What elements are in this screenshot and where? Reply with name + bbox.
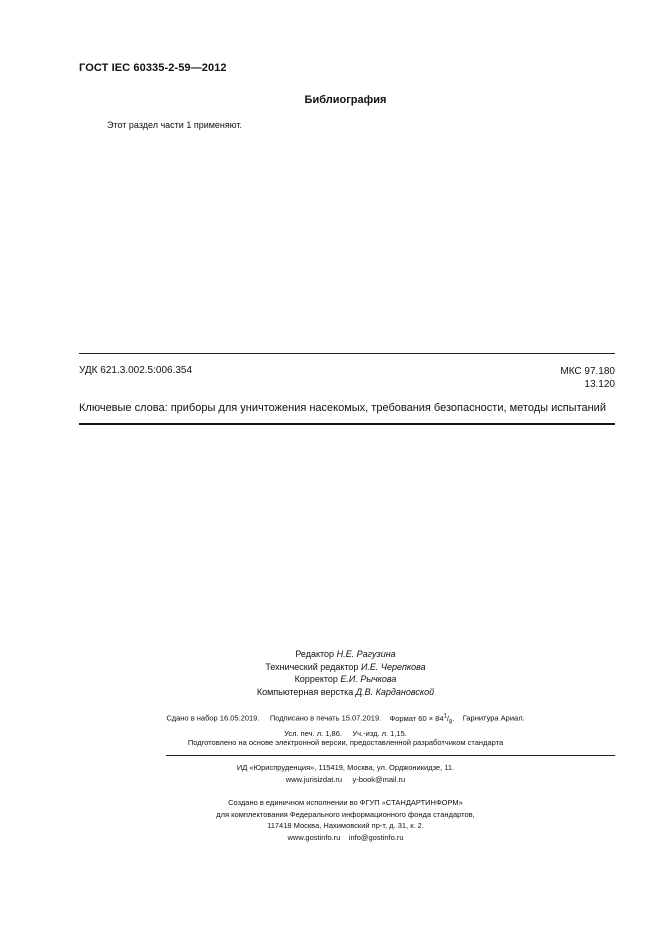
credit-tech-editor <box>0 661 661 674</box>
publisher-contacts <box>0 774 661 786</box>
imprint-line-1 <box>0 710 661 728</box>
credit-editor <box>0 648 661 661</box>
mks-line-2: 13.120 <box>584 379 615 390</box>
printer-site[interactable]: www.gostinfo.ru <box>287 832 341 842</box>
credit-name: И.Е. Черепкова <box>360 661 426 672</box>
imprint-pub-sheets: Уч.-изд. л. 1,15. <box>352 729 407 738</box>
credit-proofreader <box>0 673 661 686</box>
format-sup: 1 <box>443 713 447 719</box>
keywords-divider <box>79 423 615 425</box>
publisher-address: ИД «Юриспруденция», 115419, Москва, ул. Орджоникидзе, 11. <box>236 763 455 772</box>
printer-line-1: Создано в единичном исполнении во ФГУП «СТАНДАРТИНФОРМ» <box>228 798 463 807</box>
section-text: Этот раздел части 1 применяют. <box>107 120 242 130</box>
format-prefix: Формат 60 × 84 <box>389 713 444 723</box>
format-slash: / <box>446 713 449 723</box>
udk-code: УДК 621.3.002.5:006.354 <box>79 365 193 376</box>
keywords: Ключевые слова: приборы для уничтожения насекомых, требования безопасности, методы испытаний <box>79 402 606 414</box>
imprint-typeface: Гарнитура Ариал. <box>462 713 525 723</box>
imprint-format <box>390 714 455 723</box>
credit-role: Технический редактор <box>265 661 359 672</box>
section-title: Библиография <box>304 94 387 106</box>
printer-line-2: для комплектования Федерального информационного фонда стандартов, <box>216 809 475 819</box>
mks-code <box>560 365 615 391</box>
credit-role: Компьютерная верстка <box>256 686 354 697</box>
document-code: ГОСТ IEC 60335-2-59—2012 <box>79 62 227 74</box>
credit-role: Редактор <box>295 649 335 659</box>
printer-block <box>0 797 661 843</box>
top-divider <box>79 353 615 354</box>
printer-line-3: 117418 Москва, Нахимовский пр-т, д. 31, к. 2. <box>267 821 424 830</box>
credit-name: Н.Е. Рагузина <box>336 649 396 659</box>
imprint-sheets: Усл. печ. л. 1,86. <box>284 729 342 738</box>
publisher-divider <box>166 755 615 756</box>
format-suffix: . <box>452 713 455 723</box>
publisher-site[interactable]: www.jurisizdat.ru <box>285 775 343 784</box>
printer-contacts <box>0 832 661 844</box>
credit-name: Д.В. Кардановской <box>355 686 435 697</box>
credit-role: Корректор <box>294 674 338 684</box>
imprint-sent: Сдано в набор 16.05.2019. <box>166 713 260 723</box>
credits-block <box>0 648 661 698</box>
publisher-block <box>0 762 661 786</box>
mks-line-1: МКС 97.180 <box>560 366 615 377</box>
prepared-note: Подготовлено на основе электронной версии, предоставленной разработчиком стандарта <box>187 738 504 747</box>
printer-email[interactable]: info@gostinfo.ru <box>348 832 404 842</box>
publisher-email[interactable]: y-book@mail.ru <box>352 775 406 784</box>
credit-name: Е.И. Рычкова <box>340 674 397 684</box>
imprint-block <box>0 710 661 740</box>
format-sub: 8 <box>448 719 453 725</box>
imprint-signed: Подписано в печать 15.07.2019. <box>269 713 382 723</box>
credit-layout <box>0 686 661 699</box>
